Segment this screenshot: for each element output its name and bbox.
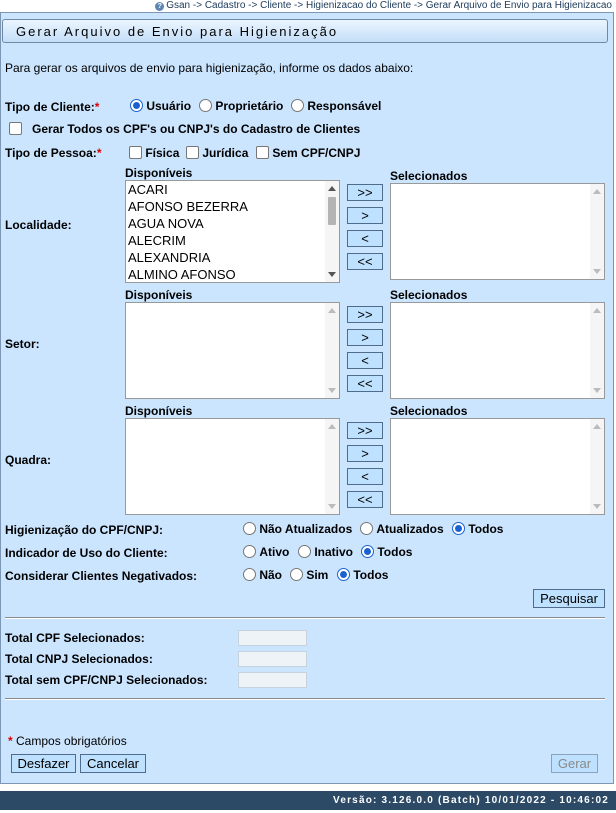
total-cpf-label: Total CPF Selecionados:: [5, 631, 145, 645]
radio-atualizados[interactable]: [360, 522, 373, 535]
pesquisar-button[interactable]: Pesquisar: [533, 589, 605, 608]
quadra-label: Quadra:: [5, 453, 52, 467]
list-item[interactable]: AGUA NOVA: [128, 216, 204, 231]
quadra-selecionados-label: Selecionados: [390, 404, 468, 418]
version-footer: Versão: 3.126.0.0 (Batch) 10/01/2022 - 10:46:02: [0, 791, 616, 810]
total-cnpj-field: [238, 651, 307, 667]
title-bar: [2, 19, 608, 43]
gerar-todos-checkbox[interactable]: [9, 122, 22, 135]
setor-remove-button[interactable]: <: [347, 352, 383, 369]
total-sem-label: Total sem CPF/CNPJ Selecionados:: [5, 673, 208, 687]
page-title: Gerar Arquivo de Envio para Higienização: [16, 24, 339, 39]
main-panel: [0, 12, 614, 784]
tipo-cliente-usuario[interactable]: Usuário: [130, 99, 191, 113]
scrollbar[interactable]: [590, 303, 604, 398]
radio-usuario[interactable]: [130, 99, 143, 112]
radio-indicador-todos[interactable]: [361, 545, 374, 558]
quadra-remove-all-button[interactable]: <<: [347, 491, 383, 508]
scrollbar[interactable]: [325, 303, 339, 398]
setor-selecionados-label: Selecionados: [390, 288, 468, 302]
localidade-selecionados-label: Selecionados: [390, 169, 468, 183]
negativados-nao[interactable]: Não: [243, 568, 282, 582]
higienizacao-atualizados[interactable]: Atualizados: [360, 522, 444, 536]
radio-negativados-todos[interactable]: [337, 568, 350, 581]
negativados-label: Considerar Clientes Negativados:: [5, 569, 198, 583]
indicador-uso-ativo[interactable]: Ativo: [243, 545, 289, 559]
scrollbar[interactable]: [325, 419, 339, 514]
setor-disponiveis-list[interactable]: [125, 302, 340, 399]
list-item[interactable]: ALEXANDRIA: [128, 250, 211, 265]
localidade-remove-all-button[interactable]: <<: [347, 253, 383, 270]
divider: [5, 698, 605, 700]
negativados-todos[interactable]: Todos: [337, 568, 388, 582]
radio-nao-atualizados[interactable]: [243, 522, 256, 535]
intro-text: Para gerar os arquivos de envio para higienização, informe os dados abaixo:: [5, 61, 414, 75]
indicador-uso-label: Indicador de Uso do Cliente:: [5, 546, 168, 560]
indicador-uso-todos[interactable]: Todos: [361, 545, 412, 559]
scrollbar[interactable]: [590, 184, 604, 279]
setor-add-button[interactable]: >: [347, 329, 383, 346]
quadra-add-button[interactable]: >: [347, 445, 383, 462]
checkbox-sem-cpf-cnpj[interactable]: [256, 146, 269, 159]
tipo-pessoa-label: Tipo de Pessoa:*: [5, 146, 102, 160]
quadra-disponiveis-list[interactable]: [125, 418, 340, 515]
setor-selecionados-list[interactable]: [390, 302, 605, 399]
scrollbar[interactable]: [325, 181, 339, 282]
setor-label: Setor:: [5, 337, 40, 351]
higienizacao-nao-atualizados[interactable]: Não Atualizados: [243, 522, 352, 536]
radio-nao[interactable]: [243, 568, 256, 581]
list-item[interactable]: ACARI: [128, 182, 168, 197]
setor-add-all-button[interactable]: >>: [347, 306, 383, 323]
quadra-selecionados-list[interactable]: [390, 418, 605, 515]
required-note: * Campos obrigatórios: [8, 734, 127, 748]
total-sem-field: [238, 672, 307, 688]
tipo-pessoa-juridica[interactable]: Jurídica: [186, 146, 248, 160]
quadra-disponiveis-label: Disponíveis: [125, 404, 193, 418]
desfazer-button[interactable]: Desfazer: [11, 754, 76, 773]
localidade-disponiveis-label: Disponíveis: [125, 166, 193, 180]
divider: [5, 617, 605, 619]
localidade-remove-button[interactable]: <: [347, 230, 383, 247]
tipo-cliente-responsavel[interactable]: Responsável: [291, 99, 381, 113]
total-cnpj-label: Total CNPJ Selecionados:: [5, 652, 153, 666]
tipo-pessoa-sem-cpf[interactable]: Sem CPF/CNPJ: [256, 146, 360, 160]
radio-higienizacao-todos[interactable]: [452, 522, 465, 535]
quadra-add-all-button[interactable]: >>: [347, 422, 383, 439]
radio-proprietario[interactable]: [199, 99, 212, 112]
localidade-disponiveis-list[interactable]: [125, 180, 340, 283]
checkbox-juridica[interactable]: [186, 146, 199, 159]
checkbox-fisica[interactable]: [129, 146, 142, 159]
total-cpf-field: [238, 630, 307, 646]
gerar-todos-checkbox-row[interactable]: [9, 122, 360, 136]
higienizacao-label: Higienização do CPF/CNPJ:: [5, 523, 164, 537]
breadcrumb: [0, 0, 616, 12]
list-item[interactable]: ALECRIM: [128, 233, 186, 248]
tipo-cliente-proprietario[interactable]: Proprietário: [199, 99, 283, 113]
tipo-pessoa-fisica[interactable]: Física: [129, 146, 179, 160]
localidade-add-all-button[interactable]: >>: [347, 184, 383, 201]
radio-ativo[interactable]: [243, 545, 256, 558]
help-icon[interactable]: ?: [155, 2, 164, 11]
breadcrumb-text[interactable]: Gsan -> Cadastro -> Cliente -> Higienizacao do Cliente -> Gerar Arquivo de Envio para Higienizacao: [166, 0, 612, 11]
radio-inativo[interactable]: [298, 545, 311, 558]
localidade-add-button[interactable]: >: [347, 207, 383, 224]
list-item[interactable]: AFONSO BEZERRA: [128, 199, 248, 214]
gerar-todos-label: Gerar Todos os CPF's ou CNPJ's do Cadastro de Clientes: [32, 122, 361, 136]
tipo-cliente-label: Tipo de Cliente:*: [5, 100, 100, 114]
radio-sim[interactable]: [290, 568, 303, 581]
radio-responsavel[interactable]: [291, 99, 304, 112]
list-item[interactable]: ALMINO AFONSO: [128, 267, 236, 282]
indicador-uso-inativo[interactable]: Inativo: [298, 545, 353, 559]
scrollbar[interactable]: [590, 419, 604, 514]
setor-remove-all-button[interactable]: <<: [347, 375, 383, 392]
setor-disponiveis-label: Disponíveis: [125, 288, 193, 302]
negativados-sim[interactable]: Sim: [290, 568, 328, 582]
cancelar-button[interactable]: Cancelar: [80, 754, 146, 773]
localidade-label: Localidade:: [5, 218, 72, 232]
gerar-button[interactable]: Gerar: [551, 754, 598, 773]
localidade-selecionados-list[interactable]: [390, 183, 605, 280]
quadra-remove-button[interactable]: <: [347, 468, 383, 485]
higienizacao-todos[interactable]: Todos: [452, 522, 503, 536]
